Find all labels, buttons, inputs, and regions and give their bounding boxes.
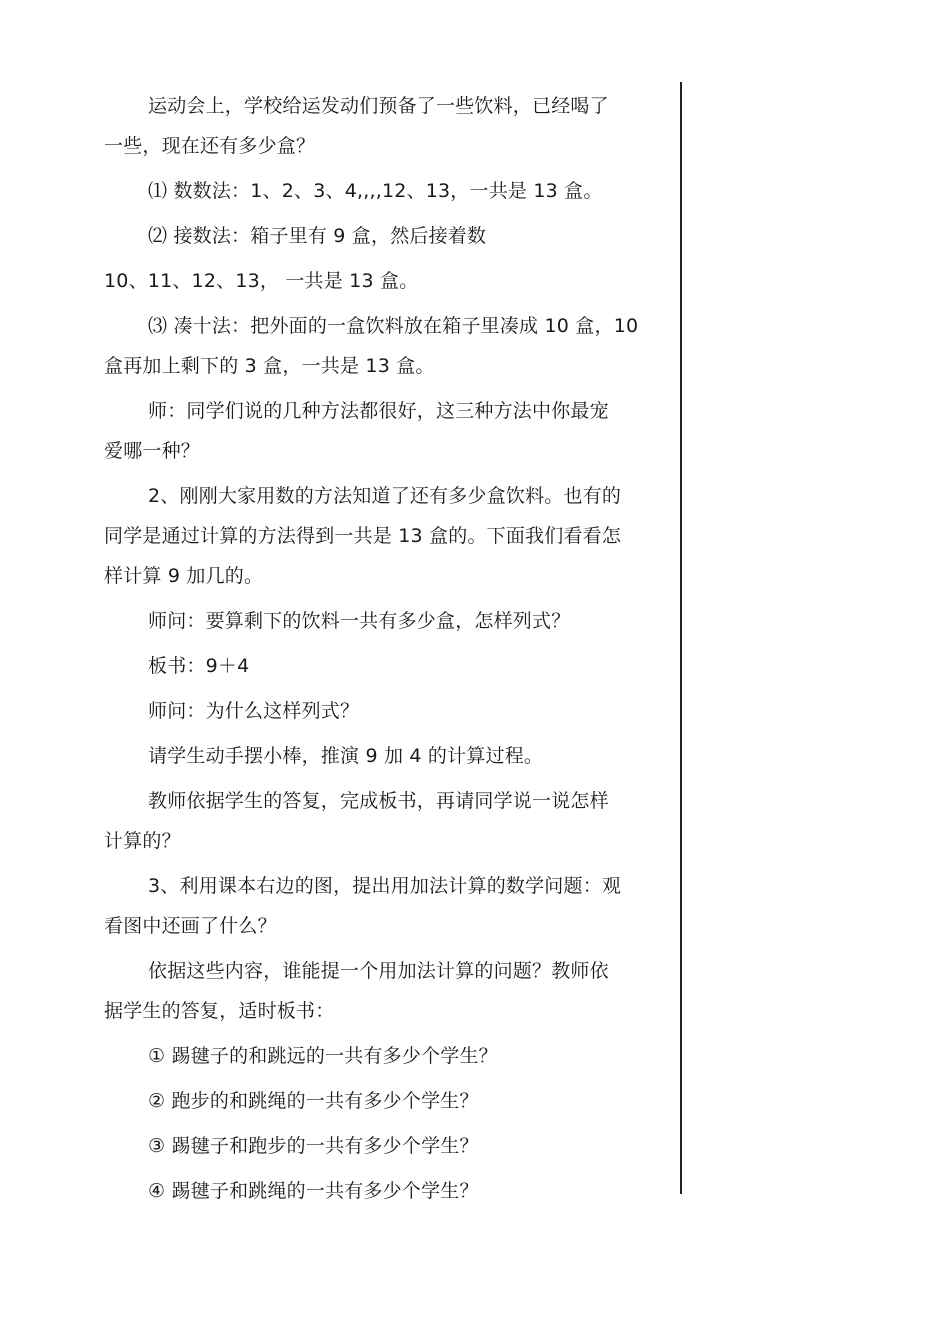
- paragraph: [104, 781, 682, 861]
- paragraph: [104, 86, 682, 166]
- paragraph: [104, 391, 682, 471]
- paragraph: [104, 1081, 682, 1121]
- paragraph: [104, 306, 682, 386]
- text-line: ① 踢毽子的和跳远的一共有多少个学生？: [148, 1045, 498, 1067]
- paragraph: [104, 951, 682, 1031]
- paragraph: [104, 216, 682, 256]
- text-line: 2、刚刚大家用数的方法知道了还有多少盒饮料。也有的: [148, 485, 622, 507]
- text-line: ④ 踢毽子和跳绳的一共有多少个学生？: [148, 1180, 479, 1202]
- text-line: 一些，现在还有多少盒？: [104, 135, 316, 157]
- text-line: 10、11、12、13， 一共是 13 盒。: [104, 270, 419, 292]
- text-line: 同学是通过计算的方法得到一共是 13 盒的。下面我们看看怎: [104, 525, 622, 547]
- paragraph: [104, 1126, 682, 1166]
- text-line: 师：同学们说的几种方法都很好，这三种方法中你最宠: [148, 400, 609, 422]
- text-line: ② 跑步的和跳绳的一共有多少个学生？: [148, 1090, 479, 1112]
- paragraph: [104, 1171, 682, 1211]
- paragraph: [104, 261, 682, 301]
- lesson-text: [104, 86, 682, 1216]
- text-line: 师问：要算剩下的饮料一共有多少盒，怎样列式？: [148, 610, 571, 632]
- text-line: 板书：9＋4: [148, 655, 250, 677]
- paragraph: [104, 691, 682, 731]
- paragraph: [104, 1036, 682, 1076]
- text-line: ⑶ 凑十法：把外面的一盒饮料放在箱子里凑成 10 盒，10: [148, 315, 639, 337]
- paragraph: [104, 866, 682, 946]
- text-line: 运动会上，学校给运发动们预备了一些饮料，已经喝了: [148, 95, 609, 117]
- paragraph: [104, 476, 682, 596]
- paragraph: [104, 646, 682, 686]
- text-line: 师问：为什么这样列式？: [148, 700, 360, 722]
- paragraph: [104, 736, 682, 776]
- paragraph: [104, 601, 682, 641]
- text-line: 请学生动手摆小棒，推演 9 加 4 的计算过程。: [148, 745, 544, 767]
- text-line: 样计算 9 加几的。: [104, 565, 264, 587]
- text-line: 看图中还画了什么？: [104, 915, 277, 937]
- text-line: ⑴ 数数法：1、2、3、4,,,,12、13，一共是 13 盒。: [148, 180, 603, 202]
- text-line: ⑵ 接数法：箱子里有 9 盒，然后接着数: [148, 225, 487, 247]
- text-line: ③ 踢毽子和跑步的一共有多少个学生？: [148, 1135, 479, 1157]
- text-line: 据学生的答复，适时板书：: [104, 1000, 335, 1022]
- text-line: 教师依据学生的答复，完成板书，再请同学说一说怎样: [148, 790, 609, 812]
- text-line: 爱哪一种？: [104, 440, 201, 462]
- text-line: 3、利用课本右边的图，提出用加法计算的数学问题：观: [148, 875, 622, 897]
- text-line: 依据这些内容，谁能提一个用加法计算的问题？教师依: [148, 960, 609, 982]
- text-line: 计算的？: [104, 830, 181, 852]
- paragraph: [104, 171, 682, 211]
- text-line: 盒再加上剩下的 3 盒，一共是 13 盒。: [104, 355, 435, 377]
